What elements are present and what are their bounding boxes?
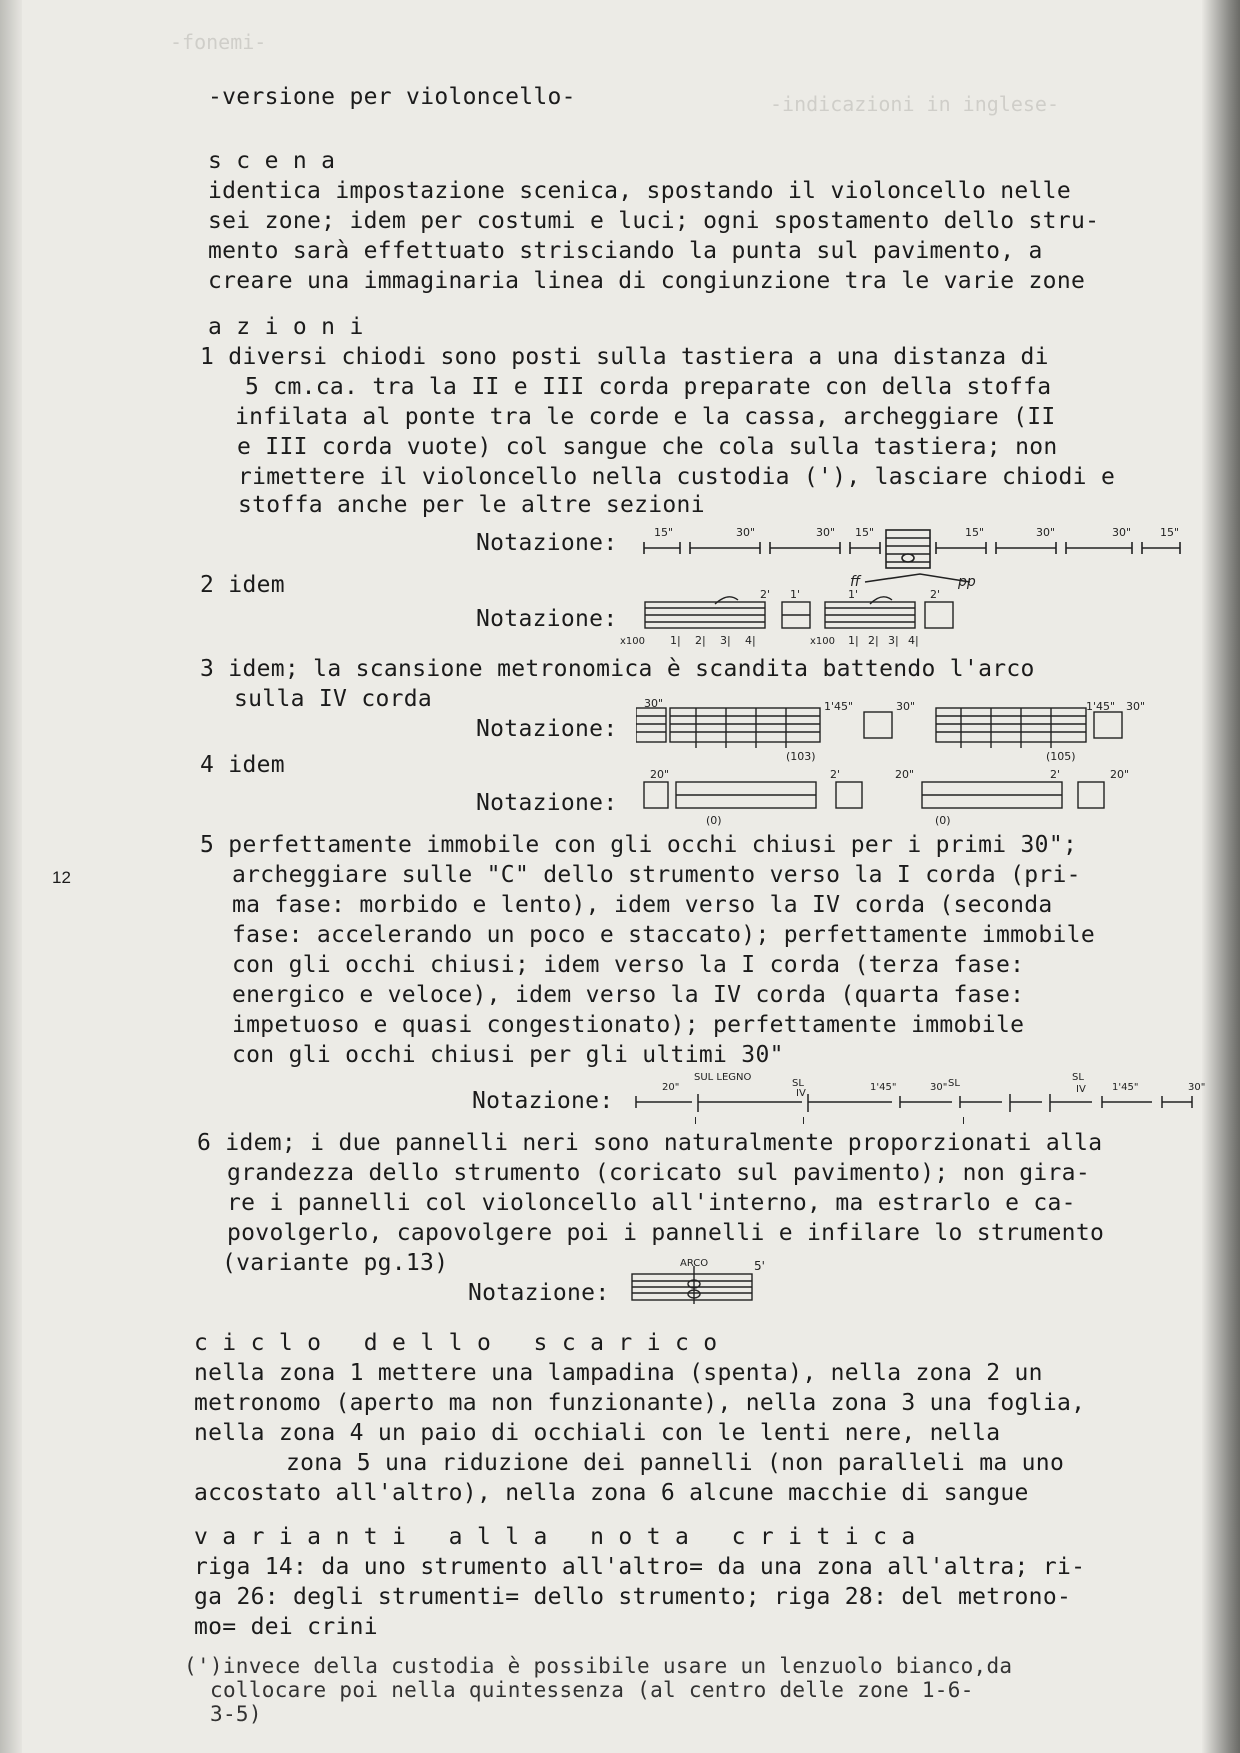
notation-mark: 15"	[654, 526, 674, 539]
notation-mark: (105)	[1046, 750, 1076, 763]
action-5-line: fase: accelerando un poco e staccato); perfettamente immobile	[232, 922, 1095, 948]
action-1-line: infilata al ponte tra le corde e la cassa, archeggiare (II	[235, 404, 1056, 430]
ciclo-line: accostato all'altro), nella zona 6 alcune macchie di sangue	[194, 1480, 1029, 1506]
notation-mark: 2|	[868, 634, 879, 647]
notation-mark: 3|	[888, 634, 899, 647]
notation-mark: 1|	[670, 634, 681, 647]
page-title: -versione per violoncello-	[208, 84, 576, 110]
notation-mark: I	[962, 1116, 965, 1127]
action-6-line: grandezza dello strumento (coricato sul pavimento); non gira-	[227, 1160, 1090, 1186]
section-heading-varianti: v a r i a n t i a l l a n o t a c r i t i c a	[194, 1524, 916, 1550]
notation-mark: 20"	[895, 768, 915, 781]
notation-mark: 3|	[720, 634, 731, 647]
action-5-line: energico e veloce), idem verso la IV corda (quarta fase:	[232, 982, 1025, 1008]
notation-mark: x100	[810, 636, 836, 647]
notation-mark: 30"	[896, 700, 916, 713]
notation-mark: (0)	[935, 814, 951, 827]
notation-mark: 30"	[736, 526, 756, 539]
varianti-line: riga 14: da uno strumento all'altro= da una zona all'altra; ri-	[194, 1554, 1086, 1580]
notation-mark: IV	[796, 1088, 806, 1099]
notation-mark: (0)	[706, 814, 722, 827]
notation-mark: 20"	[662, 1082, 680, 1093]
bleed-through-text: -fonemi-	[170, 30, 267, 54]
notation-mark: pp	[958, 574, 976, 590]
section-heading-scena: s c e n a	[208, 148, 336, 174]
notation-label: Notazione:	[476, 530, 618, 556]
notation-mark: 2'	[830, 768, 841, 781]
notation-mark: 15"	[855, 526, 875, 539]
action-1-line: 5 cm.ca. tra la II e III corda preparate con della stoffa	[245, 374, 1052, 400]
varianti-line: ga 26: degli strumenti= dello strumento; riga 28: del metrono-	[194, 1584, 1072, 1610]
action-4-line: 4 idem	[200, 752, 285, 778]
notation-mark: 1'45"	[824, 700, 854, 713]
notation-mark: 5'	[754, 1259, 765, 1273]
action-1-line: rimettere il violoncello nella custodia ('), lasciare chiodi e	[238, 464, 1116, 490]
text-line: identica impostazione scenica, spostando il violoncello nelle	[208, 178, 1071, 204]
notation-label: Notazione:	[476, 716, 618, 742]
ciclo-line: nella zona 4 un paio di occhiali con le lenti nere, nella	[194, 1420, 1001, 1446]
action-6-line: 6 idem; i due pannelli neri sono naturalmente proporzionati alla	[197, 1130, 1103, 1156]
action-5-line: impetuoso e quasi congestionato); perfettamente immobile	[232, 1012, 1025, 1038]
notation-label: Notazione:	[476, 606, 618, 632]
notation-mark: 20"	[650, 768, 670, 781]
action-5-line: con gli occhi chiusi; idem verso la I corda (terza fase:	[232, 952, 1025, 978]
notation-mark: SUL LEGNO	[694, 1072, 752, 1083]
notation-label: Notazione:	[476, 790, 618, 816]
notation-4-staff	[640, 768, 1140, 828]
ciclo-line: zona 5 una riduzione dei pannelli (non paralleli ma uno	[286, 1450, 1065, 1476]
notation-mark: 2|	[695, 634, 706, 647]
notation-mark: 4|	[745, 634, 756, 647]
ciclo-line: metronomo (aperto ma non funzionante), nella zona 3 una foglia,	[194, 1390, 1086, 1416]
varianti-line: mo= dei crini	[194, 1614, 378, 1640]
notation-mark: 30"	[1112, 526, 1132, 539]
text-line: creare una immaginaria linea di congiunzione tra le varie zone	[208, 268, 1086, 294]
action-5-line: archeggiare sulle "C" dello strumento verso la I corda (pri-	[232, 862, 1081, 888]
notation-mark: 1'	[848, 588, 859, 601]
action-1-line: 1 diversi chiodi sono posti sulla tastiera a una distanza di	[200, 344, 1049, 370]
bleed-through-text: -indicazioni in inglese-	[770, 92, 1059, 116]
text-line: sei zone; idem per costumi e luci; ogni spostamento dello stru-	[208, 208, 1100, 234]
notation-1-timeline	[640, 514, 1200, 594]
text-line: mento sarà effettuato strisciando la punta sul pavimento, a	[208, 238, 1043, 264]
notation-5-timeline	[632, 1070, 1212, 1132]
notation-mark: 1'45"	[1086, 700, 1116, 713]
ciclo-line: nella zona 1 mettere una lampadina (spenta), nella zona 2 un	[194, 1360, 1043, 1386]
notation-mark: 2'	[930, 588, 941, 601]
action-1-line: e III corda vuote) col sangue che cola sulla tastiera; non	[237, 434, 1058, 460]
notation-mark: ARCO	[680, 1258, 709, 1269]
action-1-line: stoffa anche per le altre sezioni	[238, 492, 705, 518]
notation-6-staff	[628, 1254, 788, 1314]
notation-mark: 30"	[930, 1082, 948, 1093]
notation-mark: 20"	[1110, 768, 1130, 781]
notation-mark: SL	[792, 1078, 804, 1089]
page-left-edge	[0, 0, 22, 1753]
footnote-line: collocare poi nella quintessenza (al centro delle zone 1-6-	[210, 1678, 974, 1702]
notation-mark: I	[802, 1116, 805, 1127]
notation-mark: 1'	[790, 588, 801, 601]
notation-mark: 4|	[908, 634, 919, 647]
notation-mark: 1'45"	[1112, 1082, 1139, 1093]
action-6-line: povolgerlo, capovolgere poi i pannelli e infilare lo strumento	[227, 1220, 1105, 1246]
action-5-line: con gli occhi chiusi per gli ultimi 30"	[232, 1042, 784, 1068]
notation-mark: ff	[850, 574, 861, 590]
action-3-line: sulla IV corda	[234, 686, 433, 712]
notation-label: Notazione:	[472, 1088, 614, 1114]
notation-mark: 30"	[816, 526, 836, 539]
action-2-line: 2 idem	[200, 572, 285, 598]
notation-mark: 1'45"	[870, 1082, 897, 1093]
notation-mark: x100	[620, 636, 646, 647]
notation-mark: 2'	[760, 588, 771, 601]
notation-mark: SL	[948, 1078, 960, 1089]
notation-3-staff	[636, 698, 1156, 764]
notation-2-staff	[620, 588, 1040, 654]
notation-mark: (103)	[786, 750, 816, 763]
notation-mark: 1|	[848, 634, 859, 647]
section-heading-ciclo: c i c l o d e l l o s c a r i c o	[194, 1330, 718, 1356]
action-6-line: re i pannelli col violoncello all'interno, ma estrarlo e ca-	[227, 1190, 1076, 1216]
action-5-line: ma fase: morbido e lento), idem verso la IV corda (seconda	[232, 892, 1053, 918]
notation-mark: 15"	[965, 526, 985, 539]
action-5-line: 5 perfettamente immobile con gli occhi chiusi per i primi 30";	[200, 832, 1078, 858]
action-3-line: 3 idem; la scansione metronomica è scandita battendo l'arco	[200, 656, 1035, 682]
notation-label: Notazione:	[468, 1280, 610, 1306]
notation-mark: 2'	[1050, 768, 1061, 781]
notation-mark: 30"	[644, 698, 664, 710]
section-heading-azioni: a z i o n i	[208, 314, 364, 340]
notation-mark: SL	[1072, 1072, 1084, 1083]
notation-mark: 30"	[1188, 1082, 1206, 1093]
page-right-edge	[1202, 0, 1240, 1753]
footnote-line: 3-5)	[210, 1702, 262, 1726]
notation-mark: I	[694, 1116, 697, 1127]
footnote-line: (')invece della custodia è possibile usare un lenzuolo bianco,da	[184, 1654, 1013, 1678]
notation-mark: IV	[1076, 1084, 1086, 1095]
notation-mark: 30"	[1036, 526, 1056, 539]
notation-mark: 30"	[1126, 700, 1146, 713]
notation-mark: 15"	[1160, 526, 1180, 539]
action-6-line: (variante pg.13)	[222, 1250, 449, 1276]
page-number: 12	[52, 868, 71, 887]
